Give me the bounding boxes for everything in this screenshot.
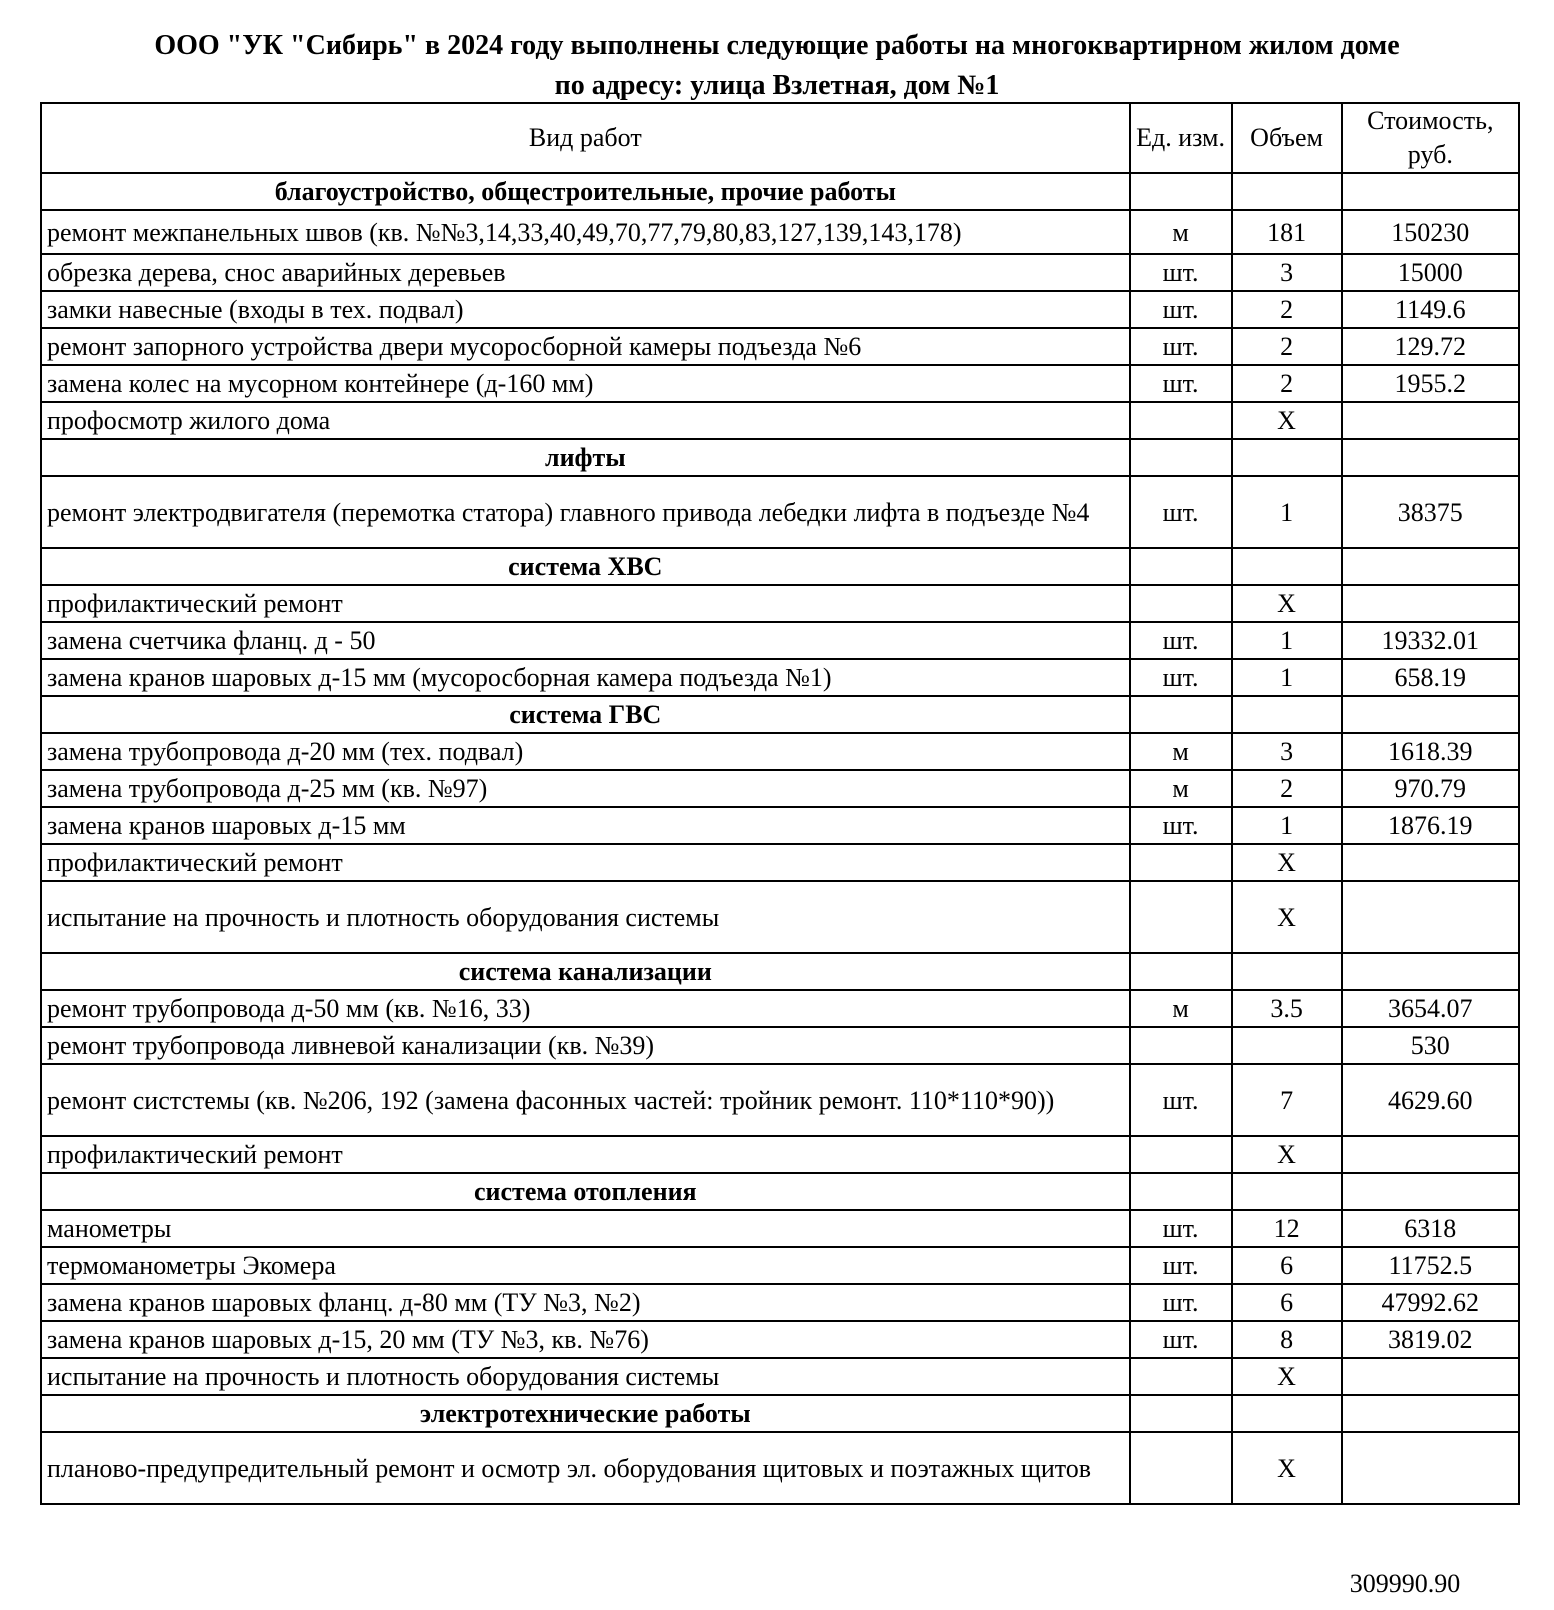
table-row [41, 733, 1519, 770]
table-row [41, 807, 1519, 844]
cell-unit: м [1130, 210, 1232, 254]
table-row [41, 1284, 1519, 1321]
section-title: лифты [41, 439, 1130, 476]
cell-cost [1342, 881, 1519, 953]
cell-work-type: испытание на прочность и плотность оборудования системы [41, 1358, 1130, 1395]
section-title: система канализации [41, 953, 1130, 990]
table-row [41, 1432, 1519, 1504]
cell-volume: 3.5 [1232, 990, 1342, 1027]
table-row [41, 844, 1519, 881]
cell-volume [1232, 548, 1342, 585]
cell-unit: шт. [1130, 1210, 1232, 1247]
cell-cost [1342, 439, 1519, 476]
cell-volume [1232, 439, 1342, 476]
cell-cost: 3819.02 [1342, 1321, 1519, 1358]
cell-work-type: профосмотр жилого дома [41, 402, 1130, 439]
cell-unit [1130, 1173, 1232, 1210]
header-cost: Стоимость, руб. [1342, 103, 1519, 173]
section-row [41, 953, 1519, 990]
table-row [41, 365, 1519, 402]
cell-volume: X [1232, 1432, 1342, 1504]
cell-volume: X [1232, 1358, 1342, 1395]
table-row [41, 1247, 1519, 1284]
cell-work-type: ремонт электродвигателя (перемотка статора) главного привода лебедки лифта в подъезде №4 [41, 476, 1130, 548]
cell-cost [1342, 953, 1519, 990]
cell-cost [1342, 1395, 1519, 1432]
cell-volume: 12 [1232, 1210, 1342, 1247]
cell-volume: 1 [1232, 622, 1342, 659]
cell-unit [1130, 1358, 1232, 1395]
cell-volume [1232, 1395, 1342, 1432]
cell-cost: 38375 [1342, 476, 1519, 548]
cell-work-type: ремонт трубопровода д-50 мм (кв. №16, 33) [41, 990, 1130, 1027]
cell-cost: 19332.01 [1342, 622, 1519, 659]
cell-cost [1342, 1358, 1519, 1395]
cell-unit: м [1130, 990, 1232, 1027]
page-title [0, 26, 1554, 106]
cell-volume: 1 [1232, 659, 1342, 696]
table-row [41, 1210, 1519, 1247]
section-title: система ГВС [41, 696, 1130, 733]
cell-cost [1342, 402, 1519, 439]
cell-volume: X [1232, 1136, 1342, 1173]
cell-cost [1342, 1136, 1519, 1173]
cell-unit [1130, 844, 1232, 881]
section-row [41, 1173, 1519, 1210]
cell-volume [1232, 173, 1342, 210]
table-row [41, 990, 1519, 1027]
cell-work-type: испытание на прочность и плотность оборудования системы [41, 881, 1130, 953]
section-row [41, 173, 1519, 210]
cell-work-type: обрезка дерева, снос аварийных деревьев [41, 254, 1130, 291]
cell-work-type: профилактический ремонт [41, 585, 1130, 622]
cell-unit: шт. [1130, 622, 1232, 659]
section-row [41, 439, 1519, 476]
cell-volume [1232, 1027, 1342, 1064]
cell-unit: шт. [1130, 291, 1232, 328]
section-title: благоустройство, общестроительные, прочие работы [41, 173, 1130, 210]
cell-unit: м [1130, 733, 1232, 770]
cell-unit [1130, 1027, 1232, 1064]
works-table [40, 102, 1520, 1505]
cell-cost [1342, 696, 1519, 733]
cell-work-type: ремонт запорного устройства двери мусоросборной камеры подъезда №6 [41, 328, 1130, 365]
cell-cost: 970.79 [1342, 770, 1519, 807]
cell-unit: шт. [1130, 476, 1232, 548]
cell-cost: 150230 [1342, 210, 1519, 254]
cell-volume: 1 [1232, 807, 1342, 844]
cell-work-type: замена кранов шаровых фланц. д-80 мм (ТУ №3, №2) [41, 1284, 1130, 1321]
cell-unit [1130, 173, 1232, 210]
cell-cost: 129.72 [1342, 328, 1519, 365]
table-row [41, 328, 1519, 365]
section-row [41, 548, 1519, 585]
cell-cost [1342, 173, 1519, 210]
cell-unit: шт. [1130, 1064, 1232, 1136]
cell-cost: 4629.60 [1342, 1064, 1519, 1136]
cell-volume: 8 [1232, 1321, 1342, 1358]
table-row [41, 402, 1519, 439]
cell-work-type: замена кранов шаровых д-15 мм [41, 807, 1130, 844]
header-volume: Объем [1232, 103, 1342, 173]
cell-unit: шт. [1130, 254, 1232, 291]
cell-volume: 6 [1232, 1247, 1342, 1284]
cell-work-type: замена колес на мусорном контейнере (д-160 мм) [41, 365, 1130, 402]
cell-volume: 7 [1232, 1064, 1342, 1136]
cell-unit: шт. [1130, 659, 1232, 696]
cell-cost [1342, 548, 1519, 585]
section-title: электротехнические работы [41, 1395, 1130, 1432]
cell-work-type: профилактический ремонт [41, 1136, 1130, 1173]
cell-unit: шт. [1130, 365, 1232, 402]
cell-unit: шт. [1130, 1247, 1232, 1284]
cell-volume: X [1232, 402, 1342, 439]
table-row [41, 1136, 1519, 1173]
cell-volume: 2 [1232, 365, 1342, 402]
cell-volume: X [1232, 585, 1342, 622]
table-row [41, 291, 1519, 328]
cell-work-type: термоманометры Экомера [41, 1247, 1130, 1284]
cell-cost: 47992.62 [1342, 1284, 1519, 1321]
cell-work-type: ремонт межпанельных швов (кв. №№3,14,33,40,49,70,77,79,80,83,127,139,143,178) [41, 210, 1130, 254]
table-row [41, 881, 1519, 953]
section-row [41, 1395, 1519, 1432]
table-row [41, 210, 1519, 254]
table-row [41, 622, 1519, 659]
title-line-2: по адресу: улица Взлетная, дом №1 [554, 70, 1000, 101]
header-unit: Ед. изм. [1130, 103, 1232, 173]
cell-unit [1130, 953, 1232, 990]
cell-work-type: замена кранов шаровых д-15 мм (мусоросборная камера подъезда №1) [41, 659, 1130, 696]
cell-volume: 181 [1232, 210, 1342, 254]
table-row [41, 476, 1519, 548]
cell-work-type: ремонт систстемы (кв. №206, 192 (замена фасонных частей: тройник ремонт. 110*110*90)) [41, 1064, 1130, 1136]
cell-volume: 2 [1232, 291, 1342, 328]
cell-volume: 2 [1232, 328, 1342, 365]
cell-work-type: замена трубопровода д-25 мм (кв. №97) [41, 770, 1130, 807]
cell-unit [1130, 1136, 1232, 1173]
cell-work-type: профилактический ремонт [41, 844, 1130, 881]
cell-work-type: замена кранов шаровых д-15, 20 мм (ТУ №3, кв. №76) [41, 1321, 1130, 1358]
cell-unit [1130, 439, 1232, 476]
cell-work-type: планово-предупредительный ремонт и осмотр эл. оборудования щитовых и поэтажных щитов [41, 1432, 1130, 1504]
cell-volume: 3 [1232, 733, 1342, 770]
table-header-row [41, 103, 1519, 173]
cell-cost: 1876.19 [1342, 807, 1519, 844]
header-work-type: Вид работ [41, 103, 1130, 173]
cell-volume: X [1232, 844, 1342, 881]
cell-unit: шт. [1130, 807, 1232, 844]
cell-volume: 1 [1232, 476, 1342, 548]
cell-unit [1130, 881, 1232, 953]
cell-cost [1342, 585, 1519, 622]
title-line-1: ООО "УК "Сибирь" в 2024 году выполнены следующие работы на многоквартирном жилом доме [154, 30, 1400, 61]
cell-cost: 3654.07 [1342, 990, 1519, 1027]
cell-cost: 1149.6 [1342, 291, 1519, 328]
cell-volume [1232, 1173, 1342, 1210]
cell-cost [1342, 1432, 1519, 1504]
table-row [41, 1358, 1519, 1395]
table-row [41, 585, 1519, 622]
section-row [41, 696, 1519, 733]
cell-cost: 1618.39 [1342, 733, 1519, 770]
cell-work-type: ремонт трубопровода ливневой канализации (кв. №39) [41, 1027, 1130, 1064]
cell-cost: 6318 [1342, 1210, 1519, 1247]
cell-volume: X [1232, 881, 1342, 953]
cell-unit: шт. [1130, 1321, 1232, 1358]
table-row [41, 1064, 1519, 1136]
section-title: система отопления [41, 1173, 1130, 1210]
cell-work-type: замки навесные (входы в тех. подвал) [41, 291, 1130, 328]
cell-cost: 1955.2 [1342, 365, 1519, 402]
cell-unit [1130, 1395, 1232, 1432]
cell-unit [1130, 402, 1232, 439]
cell-volume: 2 [1232, 770, 1342, 807]
table-row [41, 1027, 1519, 1064]
section-title: система ХВС [41, 548, 1130, 585]
table-row [41, 1321, 1519, 1358]
cell-unit: шт. [1130, 328, 1232, 365]
cell-unit [1130, 696, 1232, 733]
table-row [41, 770, 1519, 807]
cell-cost: 530 [1342, 1027, 1519, 1064]
grand-total: 309990.90 [1349, 1569, 1461, 1598]
cell-unit [1130, 585, 1232, 622]
cell-unit [1130, 1432, 1232, 1504]
cell-volume: 3 [1232, 254, 1342, 291]
cell-cost [1342, 1173, 1519, 1210]
cell-work-type: замена трубопровода д-20 мм (тех. подвал) [41, 733, 1130, 770]
table-row [41, 659, 1519, 696]
cell-volume [1232, 696, 1342, 733]
cell-volume [1232, 953, 1342, 990]
cell-unit: м [1130, 770, 1232, 807]
cell-cost [1342, 844, 1519, 881]
table-body [41, 173, 1519, 1504]
cell-unit: шт. [1130, 1284, 1232, 1321]
cell-unit [1130, 548, 1232, 585]
cell-work-type: манометры [41, 1210, 1130, 1247]
cell-volume: 6 [1232, 1284, 1342, 1321]
table-row [41, 254, 1519, 291]
cell-cost: 15000 [1342, 254, 1519, 291]
cell-work-type: замена счетчика фланц. д - 50 [41, 622, 1130, 659]
cell-cost: 11752.5 [1342, 1247, 1519, 1284]
cell-cost: 658.19 [1342, 659, 1519, 696]
